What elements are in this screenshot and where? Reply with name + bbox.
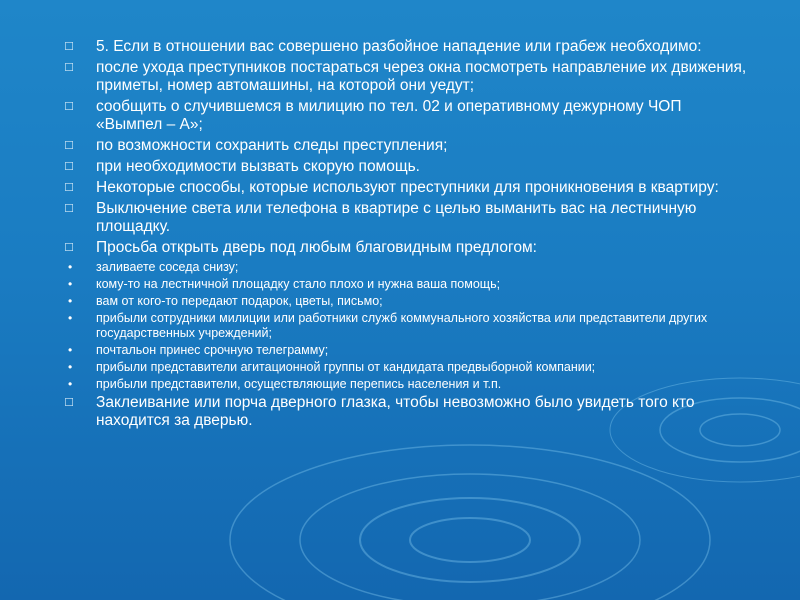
square-bullet-icon: ☐ [64,140,74,152]
list-item: ☐ Заклеивание или порча дверного глазка, чтобы невозможно было увидеть того кто находится за дверью. [62,394,752,430]
square-bullet-icon: ☐ [64,242,74,254]
square-bullet-icon: ☐ [64,397,74,409]
square-bullet-icon: ☐ [64,203,74,215]
dot-bullet-icon: • [68,343,73,357]
square-bullet-icon: ☐ [64,41,74,53]
dot-bullet-icon: • [68,277,73,291]
list-item: ☐ Просьба открыть дверь под любым благовидным предлогом: [62,239,752,257]
dot-bullet-icon: • [68,377,73,391]
list-item: ☐ по возможности сохранить следы преступления; [62,137,752,155]
slide-content [62,38,752,433]
list-item: ☐ Выключение света или телефона в квартире с целью выманить вас на лестничную площадку. [62,200,752,236]
sub-list-item: • вам от кого-то передают подарок, цветы, письмо; [68,294,383,308]
dot-bullet-icon: • [68,360,73,374]
dot-bullet-icon: • [68,294,73,308]
sub-list-item: • заливаете соседа снизу; [68,260,239,274]
sub-list-item: • почтальон принес срочную телеграмму; [68,343,329,357]
list-item: ☐ 5. Если в отношении вас совершено разбойное нападение или грабеж необходимо: [62,38,752,56]
square-bullet-icon: ☐ [64,101,74,113]
dot-bullet-icon: • [68,311,73,325]
square-bullet-icon: ☐ [64,62,74,74]
sub-list-item: • прибыли сотрудники милиции или работники служб коммунального хозяйства или представители других государственных учреждений; [68,311,708,340]
list-item: ☐ сообщить о случившемся в милицию по тел. 02 и оперативному дежурному ЧОП «Вымпел – А»; [62,98,752,134]
sub-list-item: • прибыли представители, осуществляющие перепись населения и т.п. [68,377,502,391]
list-item: ☐ при необходимости вызвать скорую помощь. [62,158,752,176]
dot-bullet-icon: • [68,260,73,274]
square-bullet-icon: ☐ [64,182,74,194]
sub-list-item: • кому-то на лестничной площадку стало плохо и нужна ваша помощь; [68,277,501,291]
list-item: ☐ Некоторые способы, которые используют преступники для проникновения в квартиру: [62,179,752,197]
list-item: ☐ после ухода преступников постараться через окна посмотреть направление их движения, приметы, номер автомашины, на которой они уедут; [62,59,752,95]
sub-list-item: • прибыли представители агитационной группы от кандидата предвыборной компании; [68,360,596,374]
square-bullet-icon: ☐ [64,161,74,173]
